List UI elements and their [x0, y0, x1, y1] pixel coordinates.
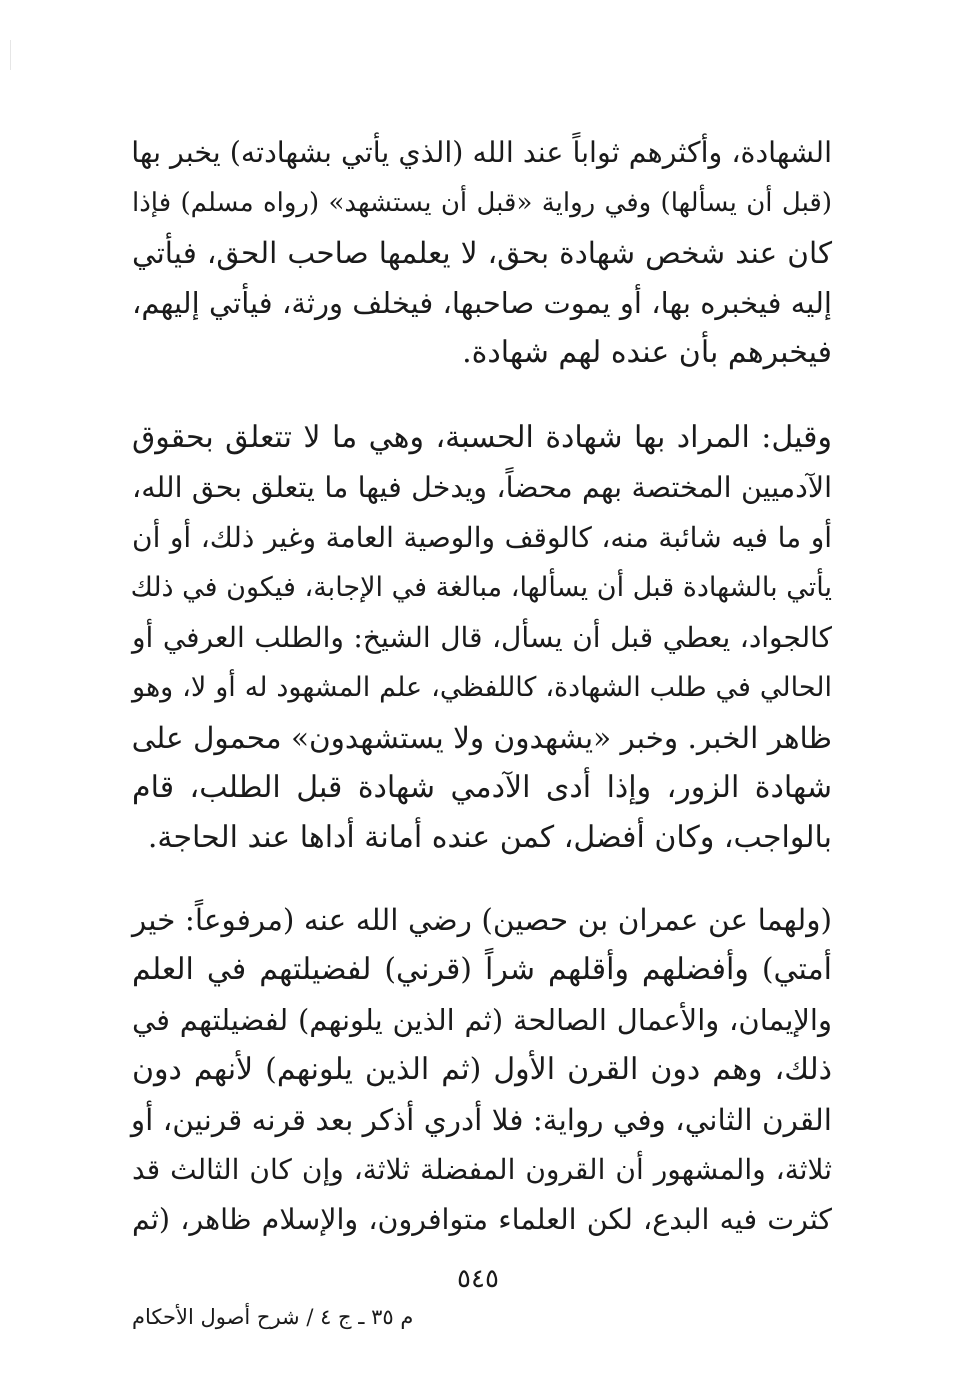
text-line: أو ما فيه شائبة منه، كالوقف والوصية العامة وغير ذلك، أو أن	[132, 521, 832, 554]
text-line: وقيل: المراد بها شهادة الحسبة، وهي ما لا تتعلق بحقوق	[132, 420, 832, 455]
footer-signature: م ٣٥ ـ ج ٤ / شرح أصول الأحكام	[132, 1305, 414, 1329]
text-line: ظاهر الخبر. وخبر «يشهدون ولا يستشهدون» محمول على	[131, 721, 832, 755]
text-line: يأتي بالشهادة قبل أن يسألها، مبالغة في الإجابة، فيكون في ذلك	[130, 572, 832, 603]
text-line: القرن الثاني، وفي رواية: فلا أدري أذكر بعد قرنه قرنين، أو	[130, 1103, 832, 1137]
text-line: بالواجب، وكان أفضل، كمن عنده أمانة أداها عند الحاجة.	[147, 820, 832, 855]
text-line: أمتي) وأفضلهم وأقلهم شراً (قرني) لفضيلتهم في العلم	[132, 952, 832, 987]
text-line: إليه فيخبره بها، أو يموت صاحبها، فيخلف ورثة، فيأتي إليهم،	[132, 286, 832, 320]
text-line: كان عند شخص شهادة بحق، لا يعلمها صاحب الحق، فيأتي	[132, 236, 832, 270]
text-line: الشهادة، وأكثرهم ثواباً عند الله (الذي يأتي بشهادته) يخبر بها	[131, 136, 832, 169]
text-line: ذلك، وهم دون القرن الأول (ثم الذين يلونهم) لأنهم دون	[132, 1052, 832, 1087]
paragraph-2	[132, 413, 832, 863]
text-line: شهادة الزور، وإذا أدى الآدمي شهادة قبل الطلب، قام	[132, 770, 832, 805]
page-number: ٥٤٥	[457, 1264, 499, 1294]
text-line: الحالي في طلب الشهادة، كاللفظي، علم المشهود له أو لا، وهو	[132, 672, 832, 703]
paragraph-3	[132, 895, 832, 1245]
text-line: الآدميين المختصة بهم محضاً، ويدخل فيها ما يتعلق بحق الله،	[132, 471, 832, 504]
text-line: (قبل أن يسألها) وفي رواية «قبل أن يستشهد» (رواه مسلم) فإذا	[132, 188, 832, 218]
text-line: كثرت فيه البدع، لكن العلماء متوافرون، والإسلام ظاهر، (ثم	[132, 1203, 832, 1236]
paragraph-1	[132, 128, 832, 378]
text-line: والإيمان، والأعمال الصالحة (ثم الذين يلونهم) لفضيلتهم في	[132, 1003, 832, 1037]
text-line: ثلاثة، والمشهور أن القرون المفضلة ثلاثة، وإن كان الثالث قد	[132, 1153, 832, 1186]
scan-margin-mark	[10, 40, 11, 70]
text-line: كالجواد، يعطي قبل أن يسأل، قال الشيخ: والطلب العرفي أو	[132, 621, 832, 654]
text-line: فيخبرهم بأن عنده لهم شهادة.	[462, 335, 832, 370]
text-line: (ولهما عن عمران بن حصين) رضي الله عنه (مرفوعاً: خير	[132, 903, 832, 937]
